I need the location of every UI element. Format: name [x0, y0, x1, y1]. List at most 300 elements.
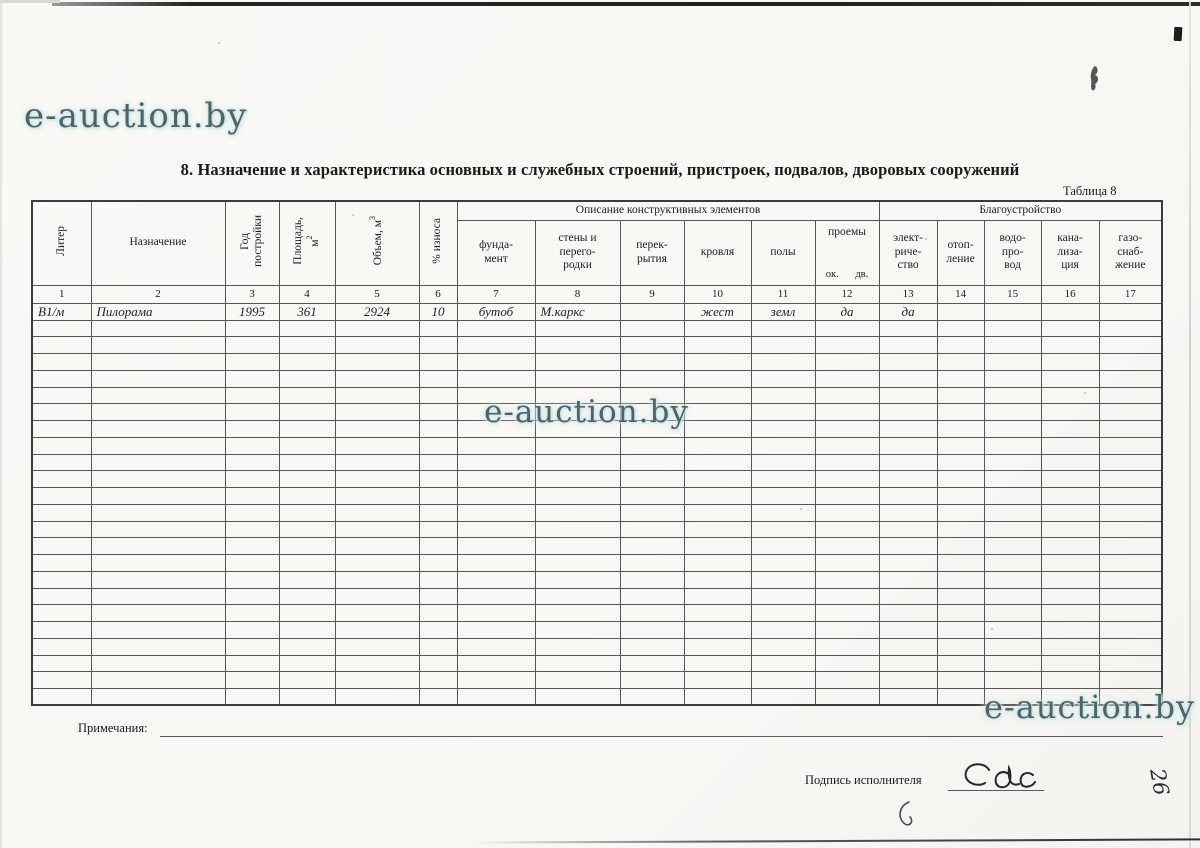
col-header-9: перек- рытия — [620, 220, 684, 285]
empty-cell — [279, 672, 335, 689]
empty-cell — [535, 672, 620, 689]
col-number-15: 15 — [984, 285, 1041, 303]
empty-cell — [984, 588, 1041, 605]
empty-cell — [937, 370, 984, 387]
empty-cell — [279, 437, 335, 454]
empty-cell — [984, 471, 1041, 488]
empty-cell — [225, 638, 279, 655]
empty-cell — [879, 504, 937, 521]
empty-cell — [225, 538, 279, 555]
empty-cell — [815, 555, 879, 572]
empty-cell — [684, 605, 751, 622]
empty-cell — [279, 605, 335, 622]
empty-cell — [751, 605, 815, 622]
empty-cell — [32, 521, 91, 538]
empty-cell — [937, 555, 984, 572]
empty-cell — [32, 437, 91, 454]
empty-cell — [1099, 655, 1162, 672]
empty-cell — [419, 370, 457, 387]
empty-cell — [335, 605, 419, 622]
empty-cell — [335, 454, 419, 471]
empty-cell — [684, 454, 751, 471]
col-header-4: Площадь, $м^2$ — [279, 201, 335, 285]
empty-row — [32, 454, 1162, 471]
empty-cell — [1041, 471, 1099, 488]
empty-cell — [419, 588, 457, 605]
empty-cell — [91, 421, 225, 438]
col-number-16: 16 — [1041, 285, 1099, 303]
empty-row — [32, 488, 1162, 505]
empty-cell — [535, 588, 620, 605]
empty-cell — [457, 588, 535, 605]
stray-pen-mark — [893, 800, 917, 830]
empty-cell — [225, 488, 279, 505]
empty-cell — [937, 588, 984, 605]
empty-cell — [457, 354, 535, 371]
col-header-5: Объем, $м^3$ — [335, 201, 419, 285]
empty-cell — [335, 504, 419, 521]
empty-cell — [32, 387, 91, 404]
empty-cell — [1099, 605, 1162, 622]
empty-cell — [937, 689, 984, 706]
data-cell: жест — [684, 303, 751, 320]
empty-cell — [419, 672, 457, 689]
empty-cell — [279, 638, 335, 655]
col-number-9: 9 — [620, 285, 684, 303]
empty-cell — [91, 555, 225, 572]
empty-cell — [937, 538, 984, 555]
empty-cell — [335, 337, 419, 354]
data-cell: земл — [751, 303, 815, 320]
empty-cell — [335, 320, 419, 337]
empty-cell — [279, 521, 335, 538]
empty-cell — [91, 404, 225, 421]
empty-cell — [1099, 638, 1162, 655]
data-cell: 361 — [279, 303, 335, 320]
empty-cell — [620, 655, 684, 672]
empty-cell — [879, 538, 937, 555]
empty-cell — [815, 320, 879, 337]
empty-cell — [984, 622, 1041, 639]
empty-cell — [815, 387, 879, 404]
empty-cell — [91, 571, 225, 588]
empty-cell — [32, 471, 91, 488]
empty-cell — [457, 605, 535, 622]
empty-cell — [751, 404, 815, 421]
empty-cell — [91, 337, 225, 354]
empty-cell — [815, 370, 879, 387]
empty-cell — [225, 571, 279, 588]
empty-cell — [225, 655, 279, 672]
empty-row — [32, 638, 1162, 655]
empty-cell — [457, 672, 535, 689]
empty-cell — [457, 571, 535, 588]
empty-cell — [937, 320, 984, 337]
col-header-6: % износа — [419, 201, 457, 285]
empty-cell — [684, 354, 751, 371]
empty-cell — [419, 689, 457, 706]
empty-cell — [937, 655, 984, 672]
empty-cell — [1099, 404, 1162, 421]
empty-cell — [32, 454, 91, 471]
scan-speck — [218, 42, 220, 44]
empty-cell — [419, 354, 457, 371]
empty-cell — [535, 521, 620, 538]
empty-cell — [225, 320, 279, 337]
empty-cell — [984, 605, 1041, 622]
empty-cell — [279, 689, 335, 706]
buildings-characteristics-table — [31, 200, 1163, 706]
empty-cell — [1099, 337, 1162, 354]
col-header-10: кровля — [684, 220, 751, 285]
empty-cell — [279, 655, 335, 672]
empty-cell — [620, 488, 684, 505]
empty-cell — [225, 437, 279, 454]
empty-cell — [335, 622, 419, 639]
empty-cell — [32, 689, 91, 706]
empty-cell — [91, 504, 225, 521]
col-number-10: 10 — [684, 285, 751, 303]
empty-cell — [879, 404, 937, 421]
empty-cell — [279, 571, 335, 588]
empty-cell — [1099, 672, 1162, 689]
col-header-15: водо- про- вод — [984, 220, 1041, 285]
header-group-row — [32, 201, 1162, 220]
empty-cell — [815, 421, 879, 438]
empty-cell — [879, 521, 937, 538]
data-cell: В1/м — [32, 303, 91, 320]
empty-cell — [984, 638, 1041, 655]
empty-cell — [32, 555, 91, 572]
empty-cell — [751, 588, 815, 605]
empty-cell — [815, 638, 879, 655]
empty-cell — [457, 504, 535, 521]
empty-cell — [684, 672, 751, 689]
empty-cell — [535, 504, 620, 521]
empty-cell — [1041, 303, 1099, 320]
empty-cell — [751, 655, 815, 672]
empty-cell — [91, 471, 225, 488]
empty-cell — [32, 354, 91, 371]
col-number-5: 5 — [335, 285, 419, 303]
empty-cell — [879, 488, 937, 505]
col-number-14: 14 — [937, 285, 984, 303]
empty-cell — [684, 571, 751, 588]
empty-cell — [1099, 622, 1162, 639]
empty-cell — [419, 655, 457, 672]
empty-cell — [535, 555, 620, 572]
empty-cell — [279, 588, 335, 605]
ink-blot-artifact — [1086, 64, 1104, 94]
empty-cell — [419, 571, 457, 588]
empty-cell — [535, 337, 620, 354]
empty-cell — [879, 689, 937, 706]
empty-cell — [751, 421, 815, 438]
empty-cell — [684, 622, 751, 639]
empty-cell — [937, 404, 984, 421]
empty-cell — [91, 488, 225, 505]
empty-cell — [457, 622, 535, 639]
empty-row — [32, 320, 1162, 337]
empty-cell — [279, 320, 335, 337]
empty-cell — [335, 354, 419, 371]
empty-row — [32, 622, 1162, 639]
notes-blank-line — [160, 722, 1163, 737]
col-number-12: 12 — [815, 285, 879, 303]
empty-cell — [879, 387, 937, 404]
empty-cell — [457, 655, 535, 672]
empty-cell — [1041, 571, 1099, 588]
empty-cell — [335, 655, 419, 672]
empty-cell — [815, 689, 879, 706]
col-header-3: Год постройки — [225, 201, 279, 285]
empty-cell — [32, 370, 91, 387]
empty-cell — [32, 504, 91, 521]
empty-cell — [684, 689, 751, 706]
signature-label: Подпись исполнителя — [805, 773, 922, 787]
data-cell: 2924 — [335, 303, 419, 320]
empty-cell — [335, 404, 419, 421]
empty-cell — [984, 387, 1041, 404]
group-header-1: Описание конструктивных элементов — [457, 201, 879, 220]
empty-cell — [419, 555, 457, 572]
empty-cell — [279, 504, 335, 521]
empty-cell — [91, 605, 225, 622]
empty-cell — [279, 337, 335, 354]
empty-cell — [1099, 521, 1162, 538]
data-cell: да — [815, 303, 879, 320]
col-header-2: Назначение — [91, 201, 225, 285]
empty-cell — [225, 387, 279, 404]
col-header-17: газо- снаб- жение — [1099, 220, 1162, 285]
empty-cell — [1041, 538, 1099, 555]
empty-cell — [419, 437, 457, 454]
empty-cell — [984, 571, 1041, 588]
data-row — [32, 303, 1162, 320]
empty-cell — [684, 337, 751, 354]
empty-cell — [279, 387, 335, 404]
empty-cell — [225, 370, 279, 387]
empty-cell — [1041, 655, 1099, 672]
empty-cell — [535, 437, 620, 454]
empty-row — [32, 571, 1162, 588]
empty-cell — [535, 454, 620, 471]
empty-cell — [1041, 387, 1099, 404]
empty-cell — [1099, 571, 1162, 588]
empty-cell — [1041, 605, 1099, 622]
empty-cell — [815, 337, 879, 354]
empty-cell — [91, 370, 225, 387]
empty-cell — [815, 404, 879, 421]
col-number-4: 4 — [279, 285, 335, 303]
empty-cell — [91, 622, 225, 639]
empty-cell — [91, 320, 225, 337]
empty-cell — [937, 672, 984, 689]
empty-cell — [225, 588, 279, 605]
empty-cell — [457, 370, 535, 387]
empty-cell — [751, 622, 815, 639]
empty-cell — [32, 337, 91, 354]
empty-cell — [879, 370, 937, 387]
empty-cell — [1099, 437, 1162, 454]
empty-cell — [457, 320, 535, 337]
watermark-center: e-auction.by — [484, 394, 689, 430]
data-cell: М.каркс — [535, 303, 620, 320]
empty-cell — [1041, 638, 1099, 655]
empty-row — [32, 337, 1162, 354]
empty-cell — [815, 521, 879, 538]
empty-cell — [620, 320, 684, 337]
empty-cell — [879, 638, 937, 655]
empty-cell — [751, 672, 815, 689]
empty-cell — [879, 471, 937, 488]
empty-cell — [457, 337, 535, 354]
empty-cell — [879, 454, 937, 471]
empty-cell — [751, 538, 815, 555]
col-number-8: 8 — [535, 285, 620, 303]
empty-cell — [879, 655, 937, 672]
empty-cell — [535, 622, 620, 639]
empty-cell — [225, 672, 279, 689]
empty-cell — [1099, 303, 1162, 320]
empty-cell — [335, 521, 419, 538]
notes-label: Примечания: — [78, 721, 148, 735]
empty-cell — [751, 571, 815, 588]
empty-cell — [225, 354, 279, 371]
empty-row — [32, 538, 1162, 555]
empty-cell — [419, 337, 457, 354]
empty-cell — [620, 689, 684, 706]
scan-top-edge-light — [0, 0, 60, 3]
empty-cell — [937, 354, 984, 371]
col-number-6: 6 — [419, 285, 457, 303]
empty-cell — [535, 571, 620, 588]
page-title: 8. Назначение и характеристика основных и служебных строений, пристроек, подвалов, дворовых сооружений — [180, 160, 1020, 179]
empty-cell — [751, 387, 815, 404]
empty-cell — [1099, 320, 1162, 337]
empty-cell — [91, 538, 225, 555]
empty-cell — [535, 538, 620, 555]
empty-cell — [684, 555, 751, 572]
empty-cell — [937, 622, 984, 639]
empty-cell — [225, 555, 279, 572]
empty-cell — [879, 672, 937, 689]
empty-row — [32, 521, 1162, 538]
empty-cell — [279, 454, 335, 471]
empty-cell — [91, 437, 225, 454]
empty-cell — [457, 437, 535, 454]
empty-cell — [1041, 488, 1099, 505]
empty-cell — [419, 454, 457, 471]
empty-cell — [620, 504, 684, 521]
col-header-16: кана- лиза- ция — [1041, 220, 1099, 285]
empty-cell — [225, 471, 279, 488]
empty-cell — [535, 354, 620, 371]
watermark-top-left: e-auction.by — [24, 96, 248, 136]
empty-cell — [335, 471, 419, 488]
empty-cell — [984, 655, 1041, 672]
empty-cell — [225, 404, 279, 421]
col-number-13: 13 — [879, 285, 937, 303]
empty-row — [32, 655, 1162, 672]
empty-cell — [1099, 555, 1162, 572]
empty-cell — [535, 320, 620, 337]
empty-cell — [984, 437, 1041, 454]
empty-cell — [751, 638, 815, 655]
empty-cell — [1099, 504, 1162, 521]
empty-cell — [937, 337, 984, 354]
empty-cell — [535, 638, 620, 655]
empty-cell — [879, 571, 937, 588]
empty-cell — [225, 454, 279, 471]
column-number-row — [32, 285, 1162, 303]
empty-cell — [684, 638, 751, 655]
empty-cell — [225, 521, 279, 538]
empty-cell — [620, 354, 684, 371]
empty-cell — [879, 337, 937, 354]
empty-cell — [984, 320, 1041, 337]
empty-cell — [937, 504, 984, 521]
empty-cell — [335, 488, 419, 505]
empty-cell — [620, 521, 684, 538]
empty-row — [32, 471, 1162, 488]
data-cell: бутоб — [457, 303, 535, 320]
empty-cell — [457, 638, 535, 655]
empty-cell — [620, 622, 684, 639]
empty-cell — [815, 672, 879, 689]
col-number-1: 1 — [32, 285, 91, 303]
empty-cell — [535, 655, 620, 672]
empty-cell — [879, 555, 937, 572]
empty-cell — [751, 521, 815, 538]
empty-cell — [984, 354, 1041, 371]
empty-cell — [91, 521, 225, 538]
empty-cell — [91, 387, 225, 404]
empty-cell — [335, 638, 419, 655]
col-number-17: 17 — [1099, 285, 1162, 303]
empty-cell — [335, 689, 419, 706]
empty-cell — [1041, 454, 1099, 471]
empty-row — [32, 354, 1162, 371]
empty-cell — [335, 672, 419, 689]
empty-cell — [335, 538, 419, 555]
empty-cell — [620, 303, 684, 320]
empty-cell — [419, 471, 457, 488]
empty-cell — [751, 354, 815, 371]
scan-bottom-edge-artifact — [470, 838, 1200, 843]
empty-cell — [684, 421, 751, 438]
page-number: 26 — [1145, 766, 1174, 798]
empty-cell — [1041, 521, 1099, 538]
empty-cell — [457, 555, 535, 572]
empty-cell — [937, 521, 984, 538]
empty-cell — [815, 454, 879, 471]
empty-cell — [684, 504, 751, 521]
empty-cell — [620, 437, 684, 454]
empty-cell — [279, 622, 335, 639]
empty-cell — [335, 571, 419, 588]
empty-cell — [32, 538, 91, 555]
empty-cell — [620, 538, 684, 555]
empty-cell — [1041, 370, 1099, 387]
empty-cell — [535, 370, 620, 387]
scan-top-edge-artifact — [52, 2, 1200, 6]
handwritten-signature — [955, 758, 1055, 798]
empty-cell — [684, 521, 751, 538]
empty-cell — [279, 538, 335, 555]
empty-cell — [335, 588, 419, 605]
data-cell: Пилорама — [91, 303, 225, 320]
